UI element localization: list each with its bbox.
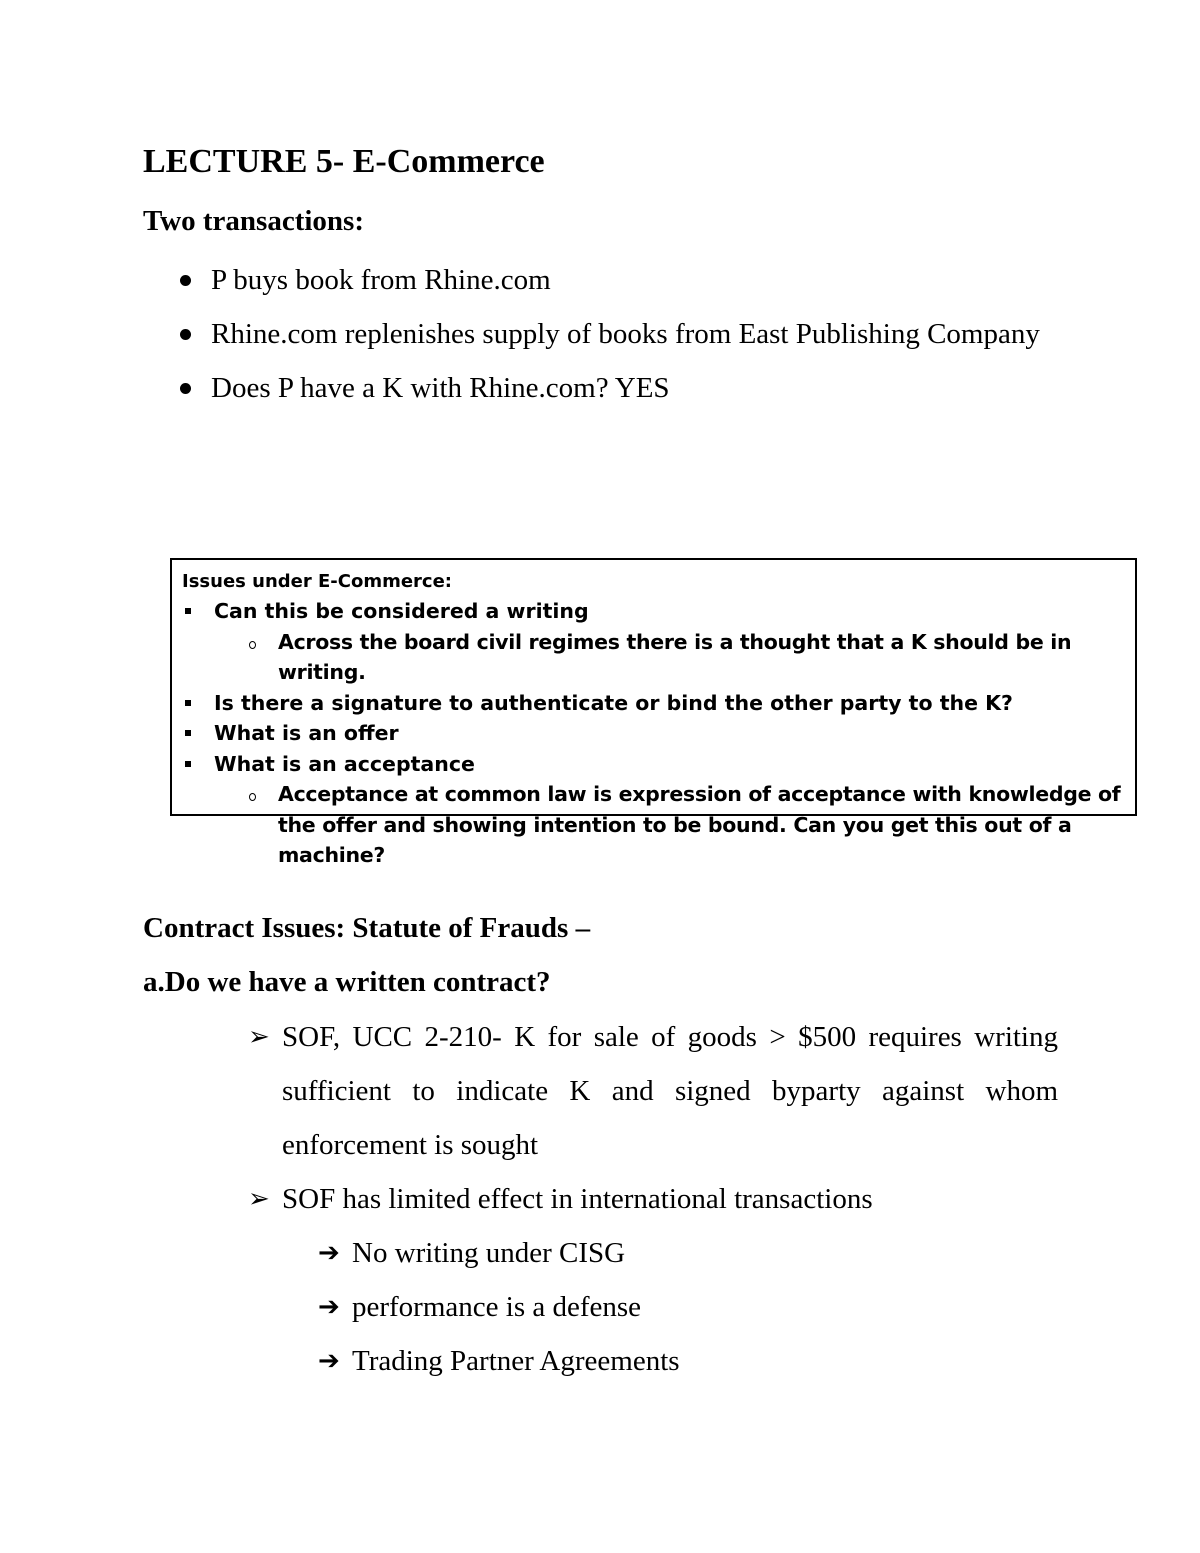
square-bullet-icon xyxy=(185,608,191,614)
list-item-text: SOF has limited effect in international transactions xyxy=(282,1183,873,1215)
list-item-text: Does P have a K with Rhine.com? YES xyxy=(211,372,670,404)
right-arrow-icon: ➔ xyxy=(318,1292,340,1322)
section-heading-statute-of-frauds: Contract Issues: Statute of Frauds – xyxy=(143,912,591,944)
circle-bullet-icon xyxy=(249,793,256,801)
circle-bullet-icon xyxy=(249,641,256,649)
list-item xyxy=(318,1280,680,1334)
bullet-dot-icon xyxy=(180,329,191,340)
issue-subitem-text: Acceptance at common law is expression of acceptance with knowledge of the offer and showing intention to be bound. Can you get this out of a machine? xyxy=(278,782,1121,867)
list-item xyxy=(318,1334,680,1388)
issue-item xyxy=(182,718,1125,749)
list-item xyxy=(248,1010,1058,1172)
list-item-text: SOF, UCC 2-210- K for sale of goods > $500 requires writing sufficient to indicate K and signed byparty against whom enforcement is sought xyxy=(282,1021,1058,1161)
list-item xyxy=(318,1226,680,1280)
bullet-dot-icon xyxy=(180,383,191,394)
issue-subitem xyxy=(182,779,1125,871)
list-item-text: Trading Partner Agreements xyxy=(352,1345,680,1377)
right-arrow-icon: ➔ xyxy=(318,1238,340,1268)
list-item-text: No writing under CISG xyxy=(352,1237,626,1269)
sof-points-list xyxy=(248,1010,1058,1226)
page-title: LECTURE 5- E-Commerce xyxy=(143,143,545,180)
bullet-dot-icon xyxy=(180,275,191,286)
list-item xyxy=(248,1172,1058,1226)
issue-subitem-text: Across the board civil regimes there is a thought that a K should be in writing. xyxy=(278,629,1072,684)
issue-item xyxy=(182,596,1125,627)
sof-subpoints-list xyxy=(318,1226,680,1388)
right-arrow-icon: ➔ xyxy=(318,1346,340,1376)
transactions-list xyxy=(143,253,1059,415)
section-subheading-written-contract: a.Do we have a written contract? xyxy=(143,966,551,998)
list-item xyxy=(143,253,1059,307)
issues-box-heading: Issues under E-Commerce: xyxy=(182,571,453,592)
issue-item xyxy=(182,749,1125,780)
issue-item xyxy=(182,688,1125,719)
arrowhead-bullet-icon: ➢ xyxy=(248,1184,270,1214)
list-item xyxy=(143,361,1059,415)
square-bullet-icon xyxy=(185,730,191,736)
issue-item-text: Is there a signature to authenticate or bind the other party to the K? xyxy=(214,690,1013,715)
issue-item-text: What is an acceptance xyxy=(214,751,475,776)
issues-box xyxy=(170,558,1137,867)
square-bullet-icon xyxy=(185,700,191,706)
issue-item-text: Can this be considered a writing xyxy=(214,599,589,623)
list-item-text: Rhine.com replenishes supply of books from East Publishing Company xyxy=(211,318,1040,350)
list-item xyxy=(143,307,1059,361)
issue-item-text: What is an offer xyxy=(214,721,399,745)
list-item-text: performance is a defense xyxy=(352,1291,642,1323)
square-bullet-icon xyxy=(185,761,191,767)
arrowhead-bullet-icon: ➢ xyxy=(248,1022,270,1052)
section-heading-transactions: Two transactions: xyxy=(143,205,364,237)
list-item-text: P buys book from Rhine.com xyxy=(211,264,551,296)
issue-subitem xyxy=(182,627,1125,688)
